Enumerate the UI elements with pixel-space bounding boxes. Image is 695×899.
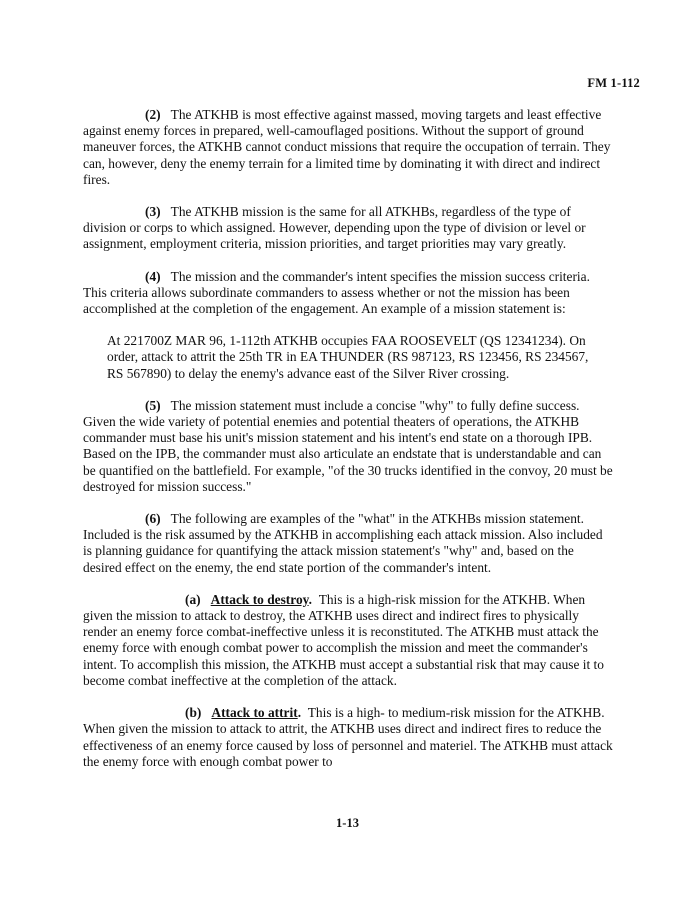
paragraph-number: (4) (145, 268, 161, 284)
paragraph-text: This is a high- to medium-risk mission for the ATKHB. When given the mission to attack to attrit, the ATKHB uses direct and indirect fires to reduce the effectiveness of an enemy force caused by loss of personnel and materiel. The ATKHB must attack the enemy force with enough combat power to (83, 705, 613, 769)
paragraph-6 (83, 511, 613, 576)
paragraph-number: (3) (145, 204, 161, 220)
subparagraph-a: (a) Attack to destroy. This is a high-risk mission for the ATKHB. When given the mission to attack to destroy, the ATKHB uses direct and indirect fires to physically render an enemy force combat-ineffective unless it is reconstituted. The ATKHB must attack the enemy force with enough combat power to accomplish the mission and meet the commander's intent. To accomplish this mission, the ATKHB must accept a substantial risk that may cause it to become combat ineffective at the completion of the attack. (83, 591, 604, 688)
paragraph-5 (83, 398, 613, 495)
paragraph-text: The ATKHB is most effective against massed, moving targets and least effective against enemy forces in prepared, well-camouflaged positions. Without the support of ground maneuver forces, the ATKHB cannot conduct missions that require the occupation of terrain. They can, however, deny the enemy terrain for a limited time by dominating it with direct and indirect fires. (83, 107, 611, 187)
term-heading: Attack to destroy (210, 591, 309, 607)
paragraph-4 (83, 269, 613, 318)
paragraph-2 (83, 107, 613, 188)
term-heading: Attack to attrit (211, 705, 298, 721)
paragraph-text: The following are examples of the "what" in the ATKHBs mission statement. Included is the risk assumed by the ATKHB in accomplishing each attack mission. Also included is planning guidance for quantifying the attack mission statement's "why" and, based on the desired effect on the enemy, the end state portion of the commander's intent. (83, 511, 603, 575)
paragraph-number: (b) (185, 705, 202, 721)
page-number: 1-13 (336, 816, 359, 830)
document-body (83, 107, 613, 786)
doc-id-header: FM 1-112 (587, 76, 640, 90)
subparagraph-b: (b) Attack to attrit. This is a high- to medium-risk mission for the ATKHB. When given the mission to attack to attrit, the ATKHB uses direct and indirect fires to reduce the effectiveness of an enemy force caused by loss of personnel and materiel. The ATKHB must attack the enemy force with enough combat power to (83, 705, 613, 769)
paragraph-text: The ATKHB mission is the same for all ATKHBs, regardless of the type of division or corps to which assigned. However, depending upon the type of division or level or assignment, employment criteria, mission priorities, and target priorities may vary greatly. (83, 204, 586, 252)
paragraph-number: (6) (145, 511, 161, 527)
paragraph-text: At 221700Z MAR 96, 1-112th ATKHB occupies FAA ROOSEVELT (QS 12341234). On order, attack to attrit the 25th TR in EA THUNDER (RS 987123, RS 123456, RS 234567, RS 567890) to delay the enemy's advance east of the Silver River crossing. (107, 333, 589, 381)
mission-statement-example (107, 333, 589, 382)
paragraph-text: The mission and the commander's intent specifies the mission success criteria. This criteria allows subordinate commanders to assess whether or not the mission has been accomplished at the completion of the engagement. An example of a mission statement is: (83, 268, 590, 317)
paragraph-3 (83, 204, 613, 253)
paragraph-text: This is a high-risk mission for the ATKHB. When given the mission to attack to destroy, the ATKHB uses direct and indirect fires to physically render an enemy force combat-ineffective unless it is reconstituted. The ATKHB must attack the enemy force with enough combat power to accomplish the mission and meet the commander's intent. To accomplish this mission, the ATKHB must accept a substantial risk that may cause it to become combat ineffective at the completion of the attack. (83, 591, 604, 688)
paragraph-text: The mission statement must include a concise "why" to fully define success. Given the wide variety of potential enemies and potential theaters of operations, the ATKHB commander must base his unit's mission statement and his intent's end state on a thorough IPB. Based on the IPB, the commander must also articulate an endstate that is understandable and can be quantified on the battlefield. For example, "of the 30 trucks identified in the convoy, 20 must be destroyed for mission success." (83, 397, 613, 494)
paragraph-number: (a) (185, 591, 201, 607)
paragraph-number: (2) (145, 107, 161, 122)
paragraph-number: (5) (145, 397, 161, 413)
